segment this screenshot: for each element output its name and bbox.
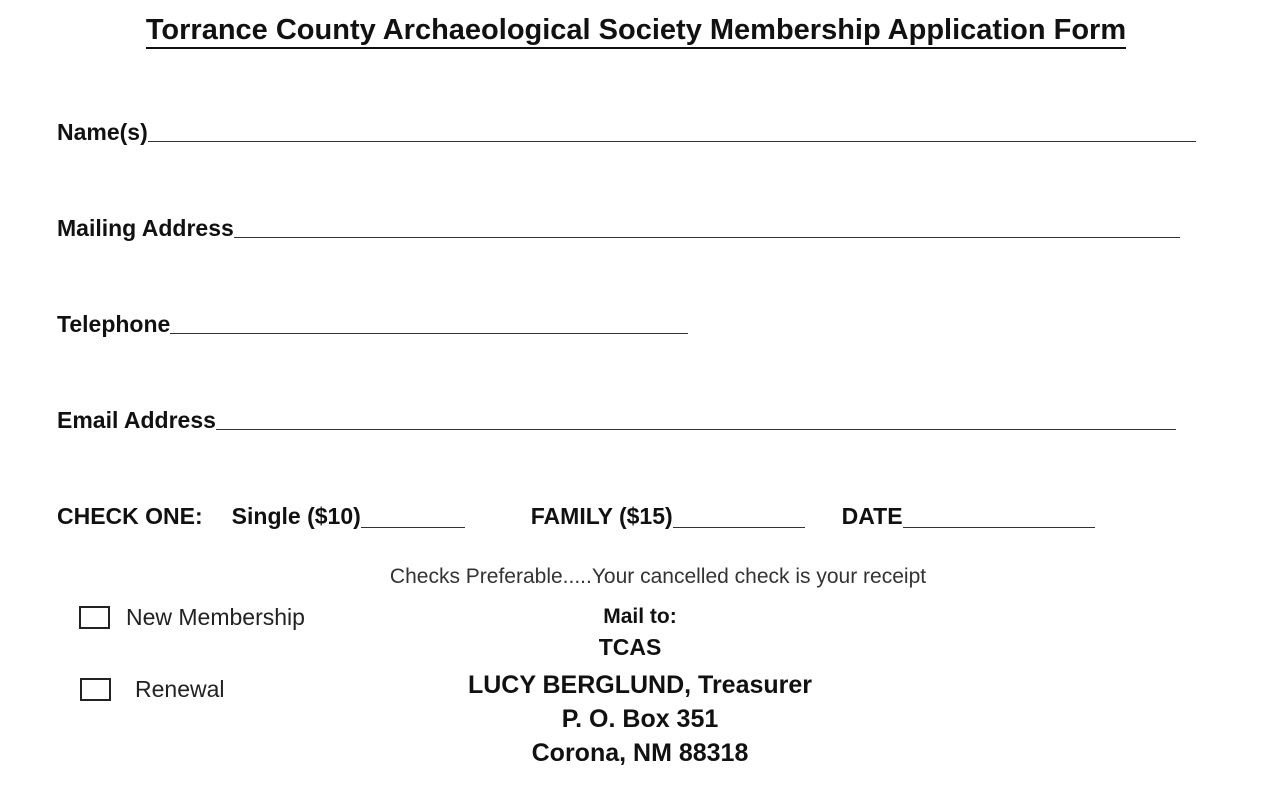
new-membership-label: New Membership [126, 604, 305, 630]
mail-org: TCAS [598, 634, 662, 660]
renewal-label: Renewal [135, 676, 225, 702]
name-label: Name(s) [57, 119, 148, 145]
mailing-address-field[interactable] [57, 210, 1180, 240]
single-label: Single ($10) [231, 503, 361, 529]
single-option[interactable] [232, 503, 465, 530]
telephone-input-line[interactable] [170, 311, 688, 334]
single-blank-line[interactable] [361, 505, 465, 528]
family-label: FAMILY ($15) [530, 503, 673, 529]
email-label: Email Address [57, 407, 216, 433]
form-title-text: Torrance County Archaeological Society Membership Application Form [146, 14, 1126, 49]
family-blank-line[interactable] [673, 505, 805, 528]
mail-to-heading: Mail to: [603, 605, 677, 628]
name-field[interactable] [57, 114, 1196, 144]
family-option[interactable] [531, 503, 805, 530]
form-title [0, 14, 1272, 47]
renewal-option[interactable] [80, 676, 225, 703]
renewal-checkbox[interactable] [80, 678, 111, 701]
name-input-line[interactable] [148, 119, 1196, 142]
check-one-label: CHECK ONE: [57, 503, 203, 529]
mail-po-box: P. O. Box 351 [561, 705, 719, 733]
check-one-row [57, 498, 1095, 530]
date-blank-line[interactable] [903, 505, 1095, 528]
date-field[interactable] [842, 503, 1095, 530]
telephone-field[interactable] [57, 306, 688, 336]
mail-city: Corona, NM 88318 [531, 739, 749, 767]
date-label: DATE [841, 503, 903, 529]
email-input-line[interactable] [216, 407, 1176, 430]
mailing-address-label: Mailing Address [57, 215, 234, 241]
payment-note: Checks Preferable.....Your cancelled check is your receipt [389, 565, 927, 588]
new-membership-checkbox[interactable] [79, 606, 110, 629]
mailing-address-input-line[interactable] [234, 215, 1180, 238]
mail-recipient: LUCY BERGLUND, Treasurer [467, 671, 813, 699]
telephone-label: Telephone [57, 311, 171, 337]
new-membership-option[interactable] [79, 604, 305, 631]
email-field[interactable] [57, 402, 1176, 432]
